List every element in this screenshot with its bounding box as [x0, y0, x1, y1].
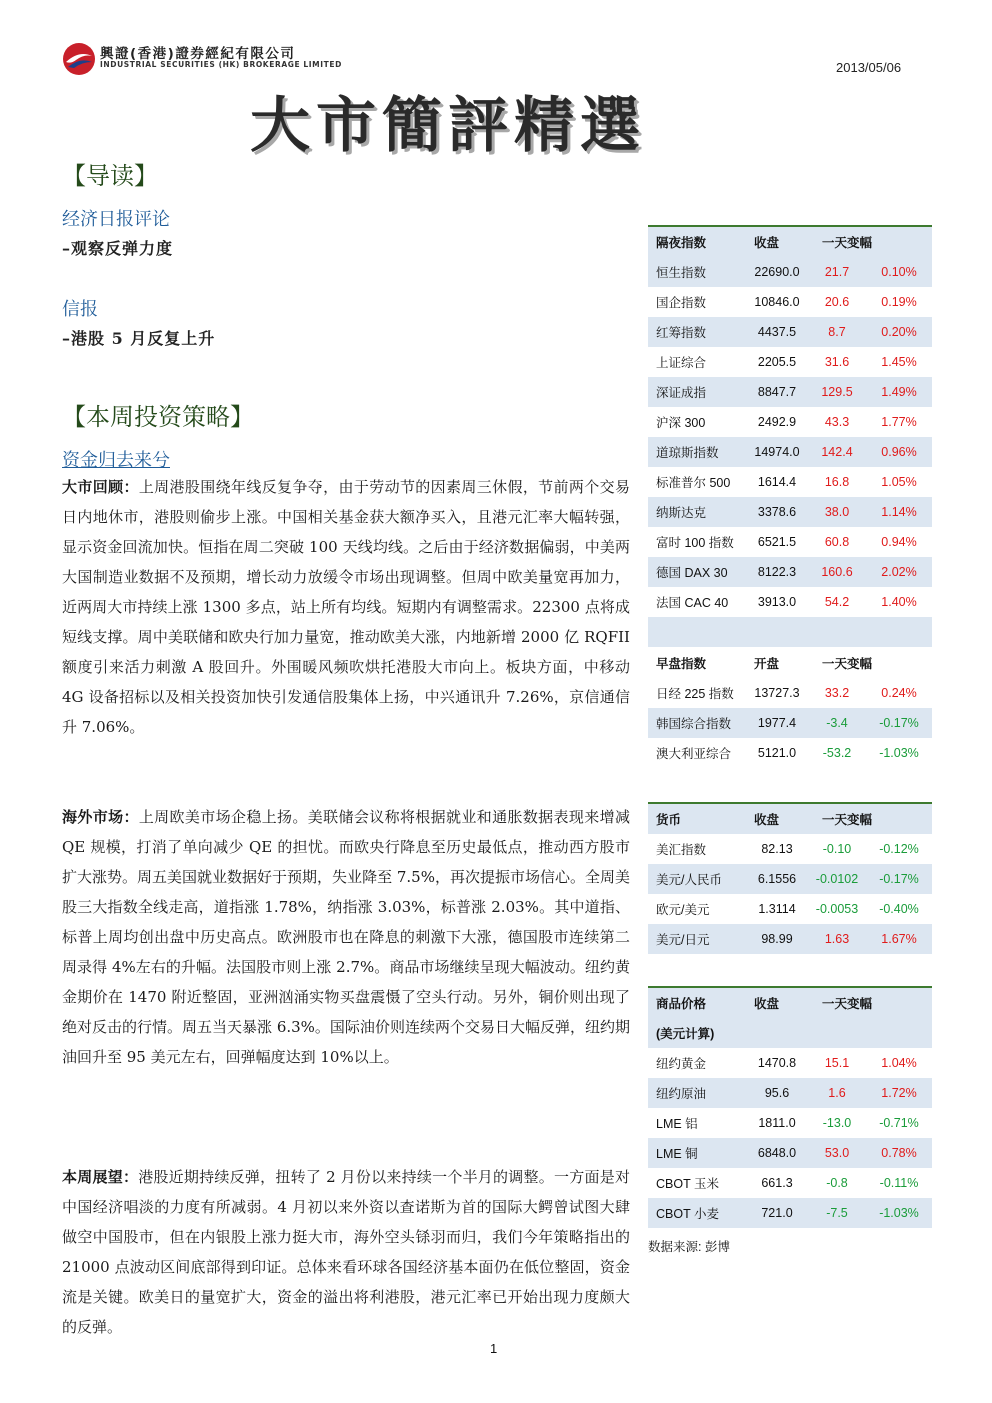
- row-name-cell: 纳斯达克: [656, 506, 707, 520]
- table-row: [648, 407, 932, 437]
- overnight-index-table: [648, 225, 932, 647]
- overseas-label: 海外市场：: [62, 808, 139, 826]
- table-row: [648, 708, 932, 738]
- change-cell: 8.7: [828, 325, 846, 339]
- table-body: [648, 678, 932, 768]
- table-row: [648, 1048, 932, 1078]
- row-name-cell: 纽约原油: [656, 1087, 707, 1101]
- table-row: [648, 1108, 932, 1138]
- strategy-subheading: 资金归去来兮: [62, 450, 170, 471]
- close-cell: 1977.4: [757, 716, 797, 730]
- change-pct-cell: -1.03%: [879, 1206, 919, 1220]
- table-row: [648, 924, 932, 954]
- row-name-cell: 富时 100 指数: [656, 536, 734, 550]
- column-header-note: (美元计算): [656, 1027, 715, 1041]
- change-cell: -0.0102: [815, 872, 859, 886]
- change-cell: 16.8: [824, 475, 850, 489]
- table-row: [648, 834, 932, 864]
- table-row: [648, 557, 932, 587]
- change-pct-cell: -0.12%: [879, 842, 919, 856]
- change-cell: 31.6: [824, 355, 850, 369]
- page-title: 大市簡評精選: [250, 91, 646, 161]
- change-cell: -13.0: [822, 1116, 852, 1130]
- table-header-row: [648, 803, 932, 834]
- change-pct-cell: 2.02%: [881, 565, 917, 579]
- table-row: [648, 287, 932, 317]
- change-cell: 54.2: [824, 595, 850, 609]
- table-header-row: [648, 987, 932, 1018]
- change-pct-cell: 1.72%: [881, 1086, 917, 1100]
- change-cell: -7.5: [826, 1206, 848, 1220]
- intro-item-title: 经济日报评论: [62, 209, 170, 230]
- row-name-cell: 韩国综合指数: [656, 717, 732, 731]
- column-header: 商品价格: [656, 997, 707, 1011]
- company-name-cn: 興證(香港)證券經紀有限公司: [100, 46, 296, 62]
- column-header: 早盘指数: [656, 657, 707, 671]
- table-body: [648, 834, 932, 954]
- table-row: [648, 467, 932, 497]
- table-body: [648, 257, 932, 617]
- table-row: [648, 317, 932, 347]
- close-cell: 1811.0: [758, 1116, 796, 1130]
- column-header: 收盘: [754, 997, 780, 1011]
- close-cell: 6848.0: [757, 1146, 797, 1160]
- row-name-cell: CBOT 玉米: [656, 1177, 719, 1191]
- table-row: [648, 738, 932, 768]
- column-header: 一天变幅: [822, 813, 873, 827]
- change-pct-cell: 0.94%: [881, 535, 917, 549]
- change-pct-cell: 0.78%: [881, 1146, 917, 1160]
- change-pct-cell: 0.96%: [881, 445, 917, 459]
- change-cell: 43.3: [824, 415, 850, 429]
- close-cell: 2492.9: [757, 415, 797, 429]
- row-name-cell: 美元/人民币: [656, 873, 722, 887]
- overseas-text: 上周欧美市场企稳上扬。美联储会议称将根据就业和通胀数据表现来增减 QE 规模，打消了单向减少 QE 的担忧。而欧央行降息至历史最低点，推动西方股市扩大涨势。周五美国就业数据好于预期，失业降至 7.5%，再次提振市场信心。全周美股三大指数全线走高，道指涨 1.78%，纳指涨 3.03%，标普涨 2.03%。其中道指、标普上周均创出盘中历史高点。欧洲股市也在降息的刺激下大涨，德国股市连续第二周录得 4%左右的升幅。法国股市则上涨 2.7%。商品市场继续呈现大幅波动。纽约黄金期价在 1470 附近整固，亚洲汹涌实物买盘震慑了空头行动。另外，铜价则出现了绝对反击的行情。周五当天暴涨 6.3%。国际油价则连续两个交易日大幅反弹，纽约期油回升至 95 美元左右，回弹幅度达到 10%以上。: [62, 808, 630, 1066]
- table-row: [648, 497, 932, 527]
- table-row: [648, 894, 932, 924]
- company-logo-icon: [62, 42, 96, 76]
- change-pct-cell: 1.49%: [881, 385, 917, 399]
- row-name-cell: LME 铝: [656, 1117, 698, 1131]
- change-pct-cell: -0.71%: [879, 1116, 919, 1130]
- outlook-text: 港股近期持续反弹，扭转了 2 月份以来持续一个半月的调整。一方面是对中国经济唱淡的力度有所减弱。4 月初以来外资以查诺斯为首的国际大鳄曾试图大肆做空中国股市，但在内银股上涨力挺大市，海外空头铩羽而归，我们今年策略指出的 21000 点波动区间底部得到印证。总体来看环球各国经济基本面仍在低位整固，资金流是关键。欧美日的量宽扩大，资金的溢出将利港股，港元汇率已开始出现力度颇大的反弹。: [62, 1168, 630, 1336]
- change-pct-cell: 1.14%: [881, 505, 917, 519]
- table-row: [648, 1168, 932, 1198]
- close-cell: 1614.4: [757, 475, 797, 489]
- strategy-heading: 【本周投资策略】: [62, 403, 254, 431]
- table-spacer-row: [648, 617, 932, 647]
- change-cell: 33.2: [824, 686, 850, 700]
- change-pct-cell: -0.17%: [879, 872, 919, 886]
- change-cell: -0.8: [826, 1176, 848, 1190]
- close-cell: 3913.0: [757, 595, 797, 609]
- row-name-cell: 深证成指: [656, 386, 707, 400]
- close-cell: 10846.0: [754, 295, 800, 309]
- change-pct-cell: 1.67%: [881, 932, 917, 946]
- change-pct-cell: 1.77%: [881, 415, 917, 429]
- commodity-table: [648, 986, 932, 1228]
- intro-item-subtitle: –港股 5 月反复上升: [62, 329, 216, 348]
- intro-item-title: 信报: [62, 299, 98, 320]
- row-name-cell: 标准普尔 500: [656, 476, 731, 490]
- close-cell: 14974.0: [754, 445, 800, 459]
- change-cell: 129.5: [821, 385, 853, 399]
- close-cell: 3378.6: [757, 505, 797, 519]
- row-name-cell: LME 铜: [656, 1147, 698, 1161]
- row-name-cell: 道琼斯指数: [656, 446, 719, 460]
- intro-item-subtitle: –观察反弹力度: [62, 239, 174, 258]
- table-row: [648, 1078, 932, 1108]
- table-row: [648, 587, 932, 617]
- change-cell: -3.4: [826, 716, 848, 730]
- change-pct-cell: 0.19%: [881, 295, 917, 309]
- close-cell: 2205.5: [757, 355, 797, 369]
- column-header: 一天变幅: [822, 997, 873, 1011]
- table-row: [648, 1138, 932, 1168]
- row-name-cell: CBOT 小麦: [656, 1207, 719, 1221]
- company-name-en: INDUSTRIAL SECURITIES (HK) BROKERAGE LIMITED: [100, 60, 342, 69]
- table-row: [648, 527, 932, 557]
- row-name-cell: 红筹指数: [656, 326, 707, 340]
- column-header: 开盘: [754, 657, 780, 671]
- table-row: [648, 347, 932, 377]
- table-row: [648, 1198, 932, 1228]
- market-review-text: 上周港股围绕年线反复争夺，由于劳动节的因素周三休假，节前两个交易日内地休市，港股则偷步上涨。中国相关基金获大额净买入，且港元汇率大幅转强，显示资金回流加快。恒指在周二突破 100 天线均线。之后由于经济数据偏弱，中美两大国制造业数据不及预期，增长动力放缓令市场出现调整。但周中欧美量宽再加力，近两周大市持续上涨 1300 多点，站上所有均线。短期内有调整需求。22300 点将成短线支撑。周中美联储和欧央行加力量宽，推动欧美大涨，内地新增 2000 亿 RQFII 额度引来活力刺激 A 股回升。外围暖风频吹烘托港股大市向上。板块方面，中移动 4G 设备招标以及相关投资加快引发通信股集体上扬，中兴通讯升 7.26%，京信通信升 7.06%。: [62, 478, 630, 736]
- column-header: 隔夜指数: [656, 236, 707, 250]
- outlook-paragraph: [62, 1162, 630, 1342]
- row-name-cell: 欧元/美元: [656, 903, 710, 917]
- row-name-cell: 沪深 300: [656, 416, 706, 430]
- row-name-cell: 日经 225 指数: [656, 687, 734, 701]
- row-name-cell: 纽约黄金: [656, 1057, 707, 1071]
- change-pct-cell: 0.24%: [881, 686, 917, 700]
- change-pct-cell: 0.10%: [881, 265, 917, 279]
- page-number: 1: [490, 1341, 498, 1356]
- close-cell: 6521.5: [757, 535, 797, 549]
- change-cell: 1.63: [824, 932, 850, 946]
- close-cell: 82.13: [761, 842, 793, 856]
- change-cell: 60.8: [824, 535, 850, 549]
- report-date: 2013/05/06: [836, 60, 902, 75]
- close-cell: 661.3: [761, 1176, 793, 1190]
- table-header-note-row: [648, 1018, 932, 1048]
- table-header-row: [648, 648, 932, 678]
- table-row: [648, 377, 932, 407]
- overseas-paragraph: [62, 802, 630, 1072]
- change-cell: 20.6: [824, 295, 850, 309]
- market-review-label: 大市回顾：: [62, 478, 139, 496]
- table-body: [648, 1048, 932, 1228]
- change-pct-cell: 1.05%: [881, 475, 917, 489]
- close-cell: 8122.3: [757, 565, 797, 579]
- table-row: [648, 864, 932, 894]
- table-row: [648, 257, 932, 287]
- row-name-cell: 国企指数: [656, 296, 707, 310]
- row-name-cell: 美元/日元: [656, 933, 710, 947]
- column-header: 收盘: [754, 813, 780, 827]
- change-cell: 21.7: [824, 265, 850, 279]
- morning-index-table: [648, 648, 932, 768]
- row-name-cell: 德国 DAX 30: [656, 566, 728, 580]
- close-cell: 22690.0: [754, 265, 800, 279]
- change-cell: 142.4: [821, 445, 853, 459]
- change-pct-cell: 1.04%: [881, 1056, 917, 1070]
- close-cell: 1.3114: [758, 902, 796, 916]
- table-header-row: [648, 226, 932, 257]
- change-pct-cell: -0.11%: [879, 1176, 919, 1190]
- close-cell: 1470.8: [757, 1056, 797, 1070]
- close-cell: 721.0: [761, 1206, 793, 1220]
- table-row: [648, 678, 932, 708]
- change-cell: -0.10: [822, 842, 852, 856]
- change-cell: -53.2: [822, 746, 852, 760]
- change-pct-cell: -0.40%: [879, 902, 919, 916]
- change-pct-cell: 1.40%: [881, 595, 917, 609]
- currency-table: [648, 802, 932, 954]
- change-pct-cell: 1.45%: [881, 355, 917, 369]
- market-review-paragraph: [62, 472, 630, 742]
- change-pct-cell: -1.03%: [879, 746, 919, 760]
- change-cell: 1.6: [828, 1086, 846, 1100]
- row-name-cell: 法国 CAC 40: [656, 596, 729, 610]
- column-header: 一天变幅: [822, 236, 873, 250]
- close-cell: 95.6: [764, 1086, 790, 1100]
- close-cell: 4437.5: [757, 325, 797, 339]
- close-cell: 8847.7: [757, 385, 797, 399]
- row-name-cell: 美汇指数: [656, 843, 707, 857]
- row-name-cell: 澳大利亚综合: [656, 747, 732, 761]
- data-source-note: 数据来源: 彭博: [648, 1240, 730, 1254]
- column-header: 收盘: [754, 236, 780, 250]
- change-cell: 38.0: [824, 505, 850, 519]
- close-cell: 13727.3: [754, 686, 800, 700]
- intro-heading: 【导读】: [62, 162, 158, 190]
- table-row: [648, 437, 932, 467]
- change-cell: -0.0053: [815, 902, 859, 916]
- row-name-cell: 恒生指数: [656, 266, 707, 280]
- column-header: 货币: [656, 813, 682, 827]
- change-cell: 53.0: [824, 1146, 850, 1160]
- row-name-cell: 上证综合: [656, 356, 707, 370]
- column-header: 一天变幅: [822, 657, 873, 671]
- close-cell: 98.99: [761, 932, 793, 946]
- change-pct-cell: -0.17%: [879, 716, 919, 730]
- change-cell: 160.6: [821, 565, 853, 579]
- change-cell: 15.1: [824, 1056, 850, 1070]
- change-pct-cell: 0.20%: [881, 325, 917, 339]
- close-cell: 5121.0: [757, 746, 797, 760]
- close-cell: 6.1556: [757, 872, 797, 886]
- outlook-label: 本周展望：: [62, 1168, 139, 1186]
